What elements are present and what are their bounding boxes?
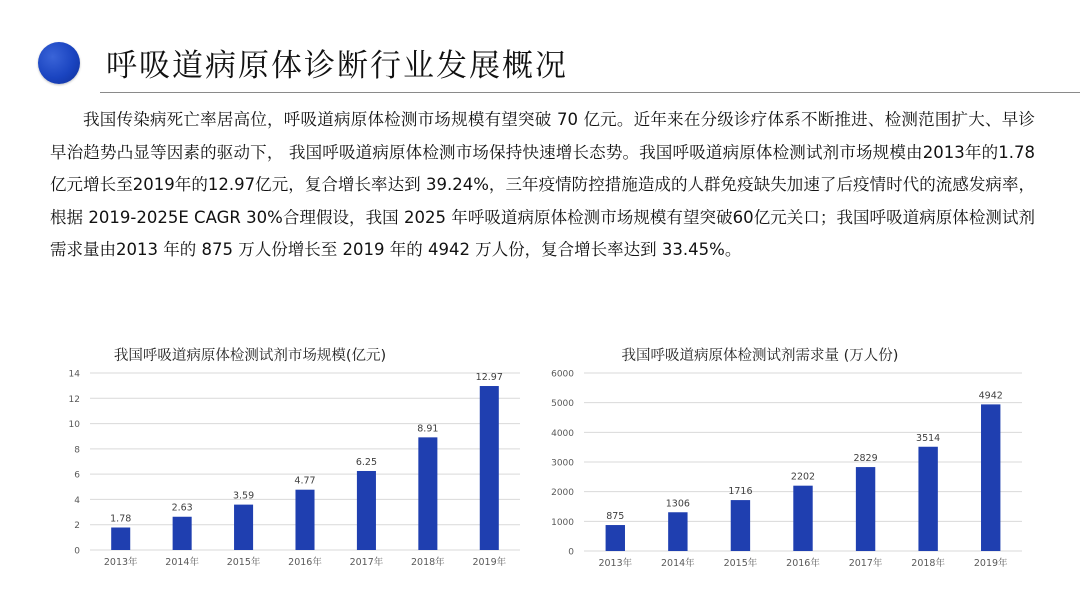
x-tick-label: 2019年 (973, 558, 1008, 569)
x-tick-label: 2014年 (165, 557, 199, 568)
data-label: 3.59 (232, 490, 255, 502)
x-tick-label: 2016年 (786, 558, 820, 569)
data-label: 4942 (978, 390, 1003, 402)
y-tick-label: 12 (68, 394, 80, 405)
title-bullet-icon (38, 42, 80, 84)
data-label: 875 (606, 511, 625, 523)
data-label: 2.63 (171, 502, 193, 514)
bar (606, 525, 625, 551)
bar (668, 512, 687, 551)
data-label: 1306 (665, 498, 690, 510)
x-tick-label: 2019年 (472, 557, 507, 568)
y-tick-label: 0 (568, 547, 574, 558)
bar (111, 527, 130, 550)
x-tick-label: 2017年 (848, 558, 883, 569)
y-tick-label: 2000 (551, 488, 574, 499)
bar (357, 471, 376, 550)
demand-chart-title: 我国呼吸道病原体检测试剂需求量 (万人份) (621, 348, 899, 364)
x-tick-label: 2018年 (911, 558, 945, 569)
bar (918, 447, 937, 551)
bar (295, 490, 314, 550)
y-tick-label: 2 (74, 521, 80, 532)
demand-chart-plot (540, 340, 1030, 580)
bar (981, 404, 1000, 551)
market-size-chart-plot (50, 340, 530, 580)
y-tick-label: 5000 (551, 399, 574, 410)
demand-chart (540, 340, 1030, 580)
bar (731, 500, 750, 551)
y-tick-label: 14 (68, 369, 80, 380)
bar (480, 386, 499, 550)
page-title: 呼吸道病原体诊断行业发展概况 (106, 48, 568, 84)
data-label: 8.91 (417, 423, 439, 435)
y-tick-label: 6 (74, 470, 80, 481)
y-tick-label: 1000 (551, 517, 574, 528)
y-tick-label: 4 (74, 495, 80, 506)
y-tick-label: 3000 (551, 458, 574, 469)
data-label: 2202 (790, 471, 816, 483)
data-label: 12.97 (475, 372, 503, 384)
data-label: 4.77 (294, 475, 316, 487)
market-size-chart (50, 340, 530, 580)
market-size-chart-title: 我国呼吸道病原体检测试剂市场规模(亿元) (113, 348, 387, 364)
data-label: 1.78 (110, 513, 132, 525)
x-tick-label: 2013年 (103, 557, 138, 568)
y-tick-label: 0 (74, 546, 80, 557)
x-tick-label: 2015年 (723, 558, 758, 569)
y-tick-label: 8 (74, 445, 80, 456)
x-tick-label: 2017年 (349, 557, 384, 568)
header-divider (100, 92, 1080, 93)
bar (173, 517, 192, 550)
x-tick-label: 2015年 (226, 557, 261, 568)
x-tick-label: 2014年 (661, 558, 695, 569)
y-tick-label: 6000 (551, 369, 574, 380)
page-header (0, 0, 1080, 100)
y-tick-label: 10 (68, 420, 80, 431)
data-label: 2829 (853, 453, 878, 465)
x-tick-label: 2016年 (288, 557, 322, 568)
bar (856, 467, 875, 551)
data-label: 6.25 (355, 456, 378, 468)
data-label: 1716 (728, 486, 753, 498)
bar (793, 486, 812, 551)
x-tick-label: 2018年 (411, 557, 445, 568)
intro-text: 我国传染病死亡率居高位，呼吸道病原体检测市场规模有望突破 70 亿元。近年来在分级诊疗体系不断推进、检测范围扩大、早诊早治趋势凸显等因素的驱动下， 我国呼吸道病原体检测市场保持快速增长态势。我国呼吸道病原体检测试剂市场规模由2013年的1.78亿元增长至2019年的12.97亿元，复合增长率达到 39.24%，三年疫情防控措施造成的人群免疫缺失加速了后疫情时代的流感发病率，根据 2019-2025E CAGR 30%合理假设，我国 2025 年呼吸道病原体检测市场规模有望突破60亿元关口；我国呼吸道病原体检测试剂需求量由2013 年的 875 万人份增长至 2019 年的 4942 万人份，复合增长率达到 33.45%。 (50, 110, 1035, 259)
intro-paragraph (50, 104, 1035, 267)
data-label: 3514 (916, 432, 941, 444)
x-tick-label: 2013年 (598, 558, 633, 569)
y-tick-label: 4000 (551, 428, 574, 439)
bar (418, 437, 437, 550)
bar (234, 505, 253, 550)
